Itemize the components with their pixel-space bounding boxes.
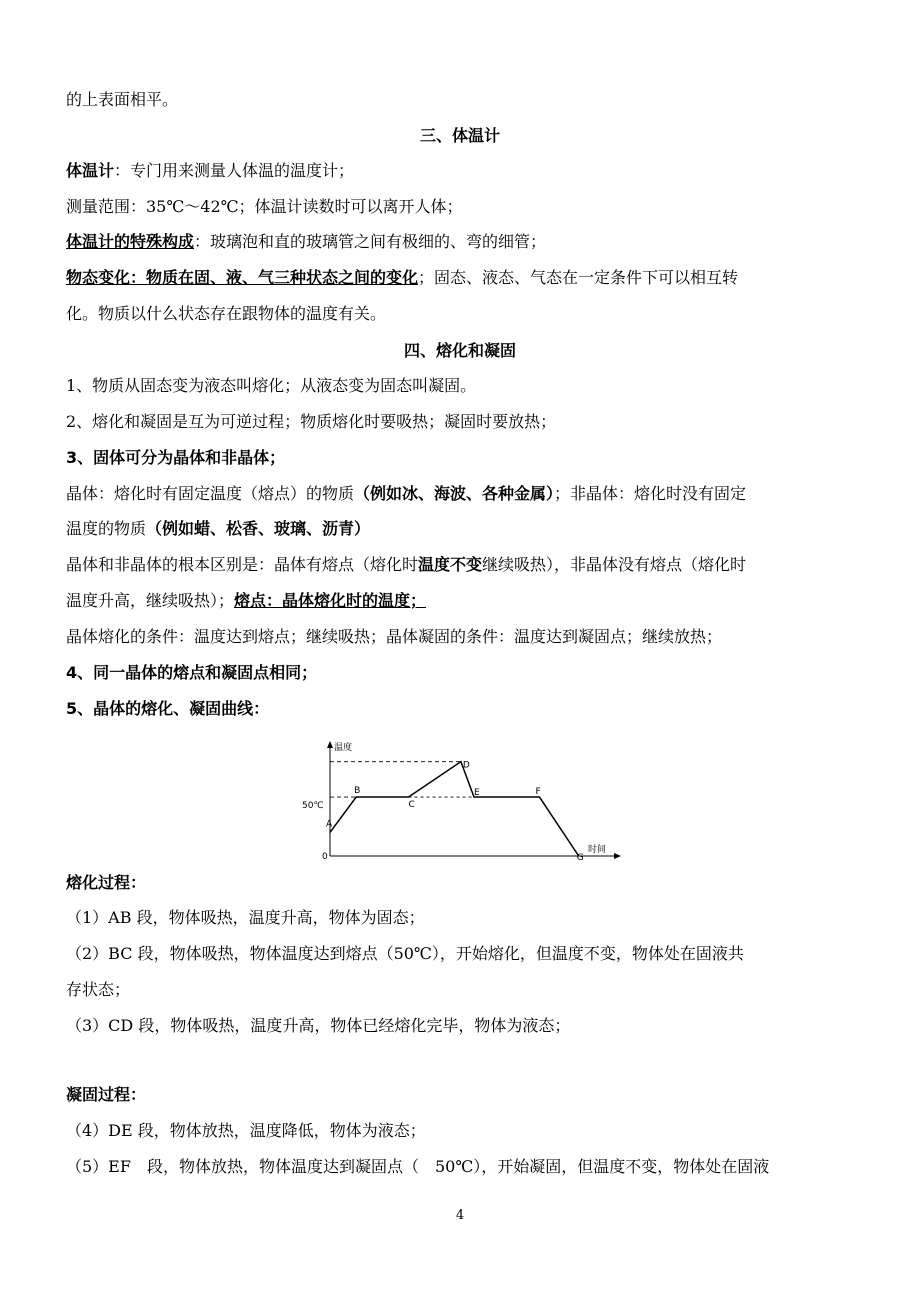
text-line: 存状态；	[66, 980, 131, 999]
text-line: 晶体熔化的条件：温度达到熔点；继续吸热；晶体凝固的条件：温度达到凝固点；继续放热；	[66, 627, 723, 646]
page-number: 4	[455, 1208, 465, 1223]
term-text: ：专门用来测量人体温的温度计；	[114, 161, 355, 180]
text-line: 2、熔化和凝固是互为可逆过程；物质熔化时要吸热；凝固时要放热；	[66, 412, 557, 431]
x-axis-arrow	[614, 853, 621, 859]
point-label-F: F	[535, 787, 541, 798]
definition-bold: 熔点：晶体熔化时的温度；	[234, 591, 427, 610]
origin-label: 0	[322, 852, 328, 862]
term-text: ；固态、液态、气态在一定条件下可以相互转	[418, 268, 739, 287]
text-span: 温度的物质	[66, 519, 147, 538]
text-line: 的上表面相平。	[66, 90, 179, 109]
freezing-process-title: 凝固过程：	[66, 1085, 147, 1104]
text-line: 1、物质从固态变为液态叫熔化；从液态变为固态叫凝固。	[66, 376, 477, 395]
section-heading-melting: 四、熔化和凝固	[403, 341, 516, 360]
y-axis-arrow	[327, 741, 333, 748]
melting-curve-chart	[300, 738, 630, 863]
term-label: 体温计的特殊构成	[66, 232, 195, 251]
example-bold: （例如冰、海波、各种金属）	[354, 484, 555, 503]
text-line: 3、固体可分为晶体和非晶体；	[66, 448, 286, 467]
text-line: （5）EF 段，物体放热，物体温度达到凝固点（ 50℃），开始凝固，但温度不变，物体处在固液	[66, 1157, 770, 1176]
text-line	[66, 231, 858, 253]
term-text: ：玻璃泡和直的玻璃管之间有极细的、弯的细管；	[194, 232, 547, 251]
term-label: 物态变化：物质在固、液、气三种状态之间的变化	[66, 268, 419, 287]
emphasis-bold: 温度不变	[418, 555, 483, 574]
text-line: 化。物质以什么状态存在跟物体的温度有关。	[66, 304, 387, 323]
text-span: 晶体和非晶体的根本区别是：晶体有熔点（熔化时	[66, 555, 419, 574]
point-label-G: G	[576, 853, 584, 863]
x-axis-label: 时间	[588, 845, 607, 855]
text-line: 5、晶体的熔化、凝固曲线：	[66, 699, 270, 718]
point-label-D: D	[462, 760, 470, 771]
point-label-B: B	[354, 786, 361, 797]
text-line	[66, 267, 858, 289]
temperature-curve	[330, 762, 579, 856]
text-span: 温度升高，继续吸热）；	[66, 591, 235, 610]
text-line: （3）CD 段，物体吸热，温度升高，物体已经熔化完毕，物体为液态；	[66, 1016, 571, 1035]
text-line	[66, 590, 858, 612]
point-label-C: C	[408, 800, 415, 811]
text-span: ；非晶体：熔化时没有固定	[554, 484, 747, 503]
text-line: （4）DE 段，物体放热，温度降低，物体为液态；	[66, 1121, 426, 1140]
point-label-E: E	[474, 788, 480, 799]
text-line	[66, 518, 858, 540]
y-axis-label: 温度	[334, 743, 353, 753]
text-line	[66, 554, 858, 576]
text-line	[66, 483, 858, 505]
text-line: 测量范围：35℃～42℃；体温计读数时可以离开人体；	[66, 197, 463, 216]
text-line: （2）BC 段，物体吸热，物体温度达到熔点（50℃），开始熔化，但温度不变，物体处在固液共	[66, 944, 744, 963]
point-label-A: A	[326, 819, 333, 830]
melting-process-title: 熔化过程：	[66, 873, 147, 892]
text-line: 4、同一晶体的熔点和凝固点相同；	[66, 663, 318, 682]
text-span: 晶体：熔化时有固定温度（熔点）的物质	[66, 484, 355, 503]
y-tick-label: 50℃	[302, 801, 324, 811]
text-line	[66, 160, 858, 182]
term-label: 体温计	[66, 161, 115, 180]
section-heading-thermometer: 三、体温计	[419, 126, 500, 145]
example-bold: （例如蜡、松香、玻璃、沥青）	[146, 519, 371, 538]
text-span: 继续吸热），非晶体没有熔点（熔化时	[482, 555, 747, 574]
text-line: （1）AB 段，物体吸热，温度升高，物体为固态；	[66, 908, 425, 927]
